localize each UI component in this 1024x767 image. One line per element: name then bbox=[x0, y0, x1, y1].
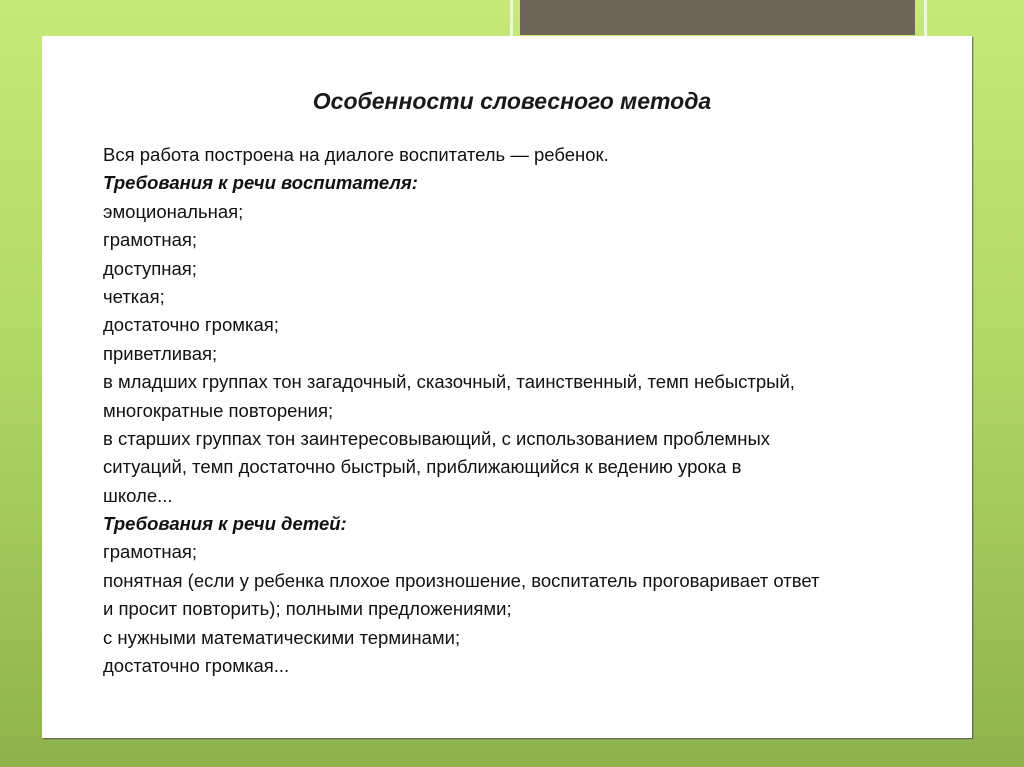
text-line: с нужными математическими терминами; bbox=[103, 626, 461, 648]
text-line: ситуаций, темп достаточно быстрый, приближающийся к ведению урока в bbox=[103, 456, 742, 478]
text-line: эмоциональная; bbox=[103, 200, 244, 222]
text-line: приветливая; bbox=[103, 342, 218, 364]
section-heading: Требования к речи детей: bbox=[103, 513, 347, 535]
section-heading: Требования к речи воспитателя: bbox=[103, 172, 418, 194]
slide-body bbox=[103, 141, 820, 680]
header-bar bbox=[520, 0, 915, 35]
text-line: грамотная; bbox=[103, 541, 198, 563]
text-line: достаточно громкая; bbox=[103, 314, 279, 336]
text-line: четкая; bbox=[103, 285, 165, 307]
text-line: Вся работа построена на диалоге воспитатель — ребенок. bbox=[103, 144, 609, 165]
text-line: доступная; bbox=[103, 257, 197, 279]
decor-line bbox=[924, 0, 927, 36]
text-line: многократные повторения; bbox=[103, 399, 334, 421]
text-line: в младших группах тон загадочный, сказочный, таинственный, темп небыстрый, bbox=[103, 371, 795, 393]
text-line: в старших группах тон заинтересовывающий, с использованием проблемных bbox=[103, 427, 771, 449]
text-line: школе... bbox=[103, 484, 173, 506]
text-line: грамотная; bbox=[103, 229, 198, 251]
text-line: и просит повторить); полными предложениями; bbox=[103, 598, 512, 620]
decor-line bbox=[510, 0, 513, 36]
text-line: понятная (если у ребенка плохое произношение, воспитатель проговаривает ответ bbox=[103, 569, 820, 591]
slide-title: Особенности словесного метода bbox=[312, 88, 712, 114]
text-line: достаточно громкая... bbox=[103, 655, 290, 677]
